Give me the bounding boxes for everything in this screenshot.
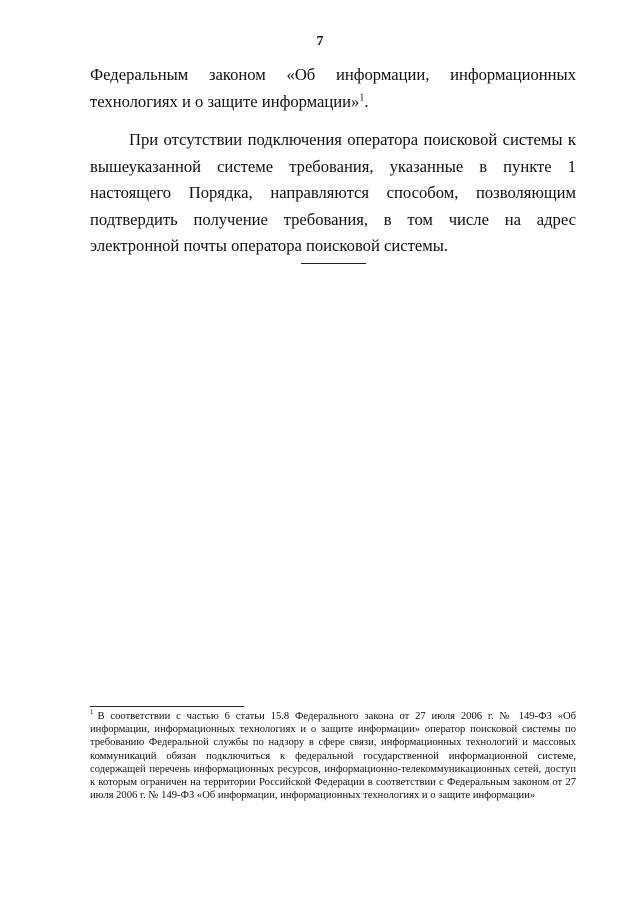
footnote-number: 1 (90, 708, 94, 717)
paragraph-2: При отсутствии подключения оператора поисковой системы к вышеуказанной системе требования, указанные в пункте 1 настоящего Порядка, направляются способом, позволяющим подтвердить получение требования, в том числе на адрес электронной почты оператора поисковой системы. (90, 130, 576, 255)
end-of-text-rule (301, 263, 366, 264)
paragraph-1-end: . (364, 91, 369, 111)
footnote-separator (90, 706, 244, 707)
paragraph-continuation (90, 62, 576, 115)
page-number: 7 (316, 34, 324, 49)
body-text (90, 62, 576, 260)
footnote-text: В соответствии с частью 6 статьи 15.8 Федерального закона от 27 июля 2006 г. № 149-ФЗ «Об информации, информационных технологиях и о защите информации» оператор поисковой системы по требованию Федеральной службы по надзору в сфере связи, информационных технологий и массовых коммуникаций обязан подключиться к федеральной государственной информационной системе, содержащей перечень информационных ресурсов, информационно-телекоммуникационных сетей, доступ к которым ограничен на территории Российской Федерации в соответствии с Федеральным законом от 27 июля 2006 г. № 149-ФЗ «Об информации, информационных технологиях и о защите информации» (90, 711, 576, 802)
footnote (90, 710, 576, 802)
footnote-reference: 1 (359, 91, 365, 103)
paragraph-1-text: Федеральным законом «Об информации, информационных технологиях и о защите информации» (90, 65, 576, 111)
